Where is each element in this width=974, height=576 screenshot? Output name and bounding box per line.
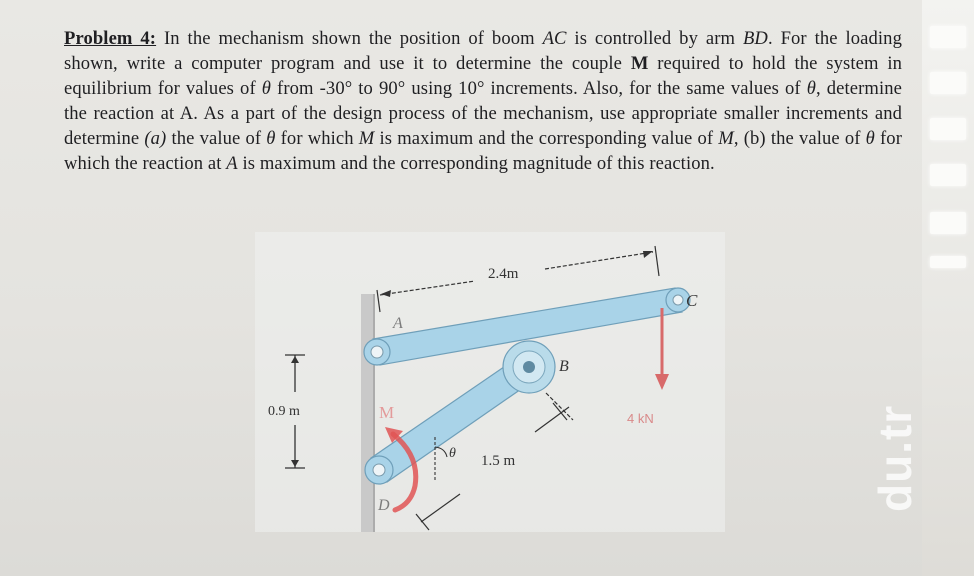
strip-tab <box>930 212 966 234</box>
label-c: C <box>686 291 698 310</box>
strip-tab <box>930 72 966 94</box>
watermark: du.tr <box>869 404 921 512</box>
dim-top-label: 2.4m <box>488 266 519 282</box>
label-a: A <box>393 315 403 332</box>
problem-number: Problem 4: <box>64 28 157 49</box>
problem-statement: Problem 4: In the mechanism shown the position of boom AC is controlled by arm BD. For the loading shown, write a computer program and use it to determine the couple M required to hold the system in equilibrium for values of θ from -30° to 90° using 10° increments. Also, for the same values of θ, determine the reaction at A. As a part of the design process of the mechanism, use appropriate smaller increments and determine (a) the value of θ for which M is maximum and the corresponding value of M, (b) the value of θ for which the reaction at A is maximum and the corresponding magnitude of this reaction. <box>64 28 903 174</box>
mechanism-figure <box>255 232 725 532</box>
background-window-strip <box>922 0 974 576</box>
dim-left-label: 0.9 m <box>268 404 300 419</box>
strip-tab <box>930 26 966 48</box>
strip-tab <box>930 256 966 268</box>
label-b: B <box>559 358 569 375</box>
dim-bd-label: 1.5 m <box>481 453 516 469</box>
label-d: D <box>378 497 390 514</box>
pin-b <box>503 341 555 393</box>
strip-tab <box>930 118 966 140</box>
wall <box>361 294 375 532</box>
theta-label: θ <box>449 446 456 461</box>
moment-label: M <box>379 403 395 422</box>
strip-tab <box>930 164 966 186</box>
load-label: 4 kN <box>627 411 654 426</box>
